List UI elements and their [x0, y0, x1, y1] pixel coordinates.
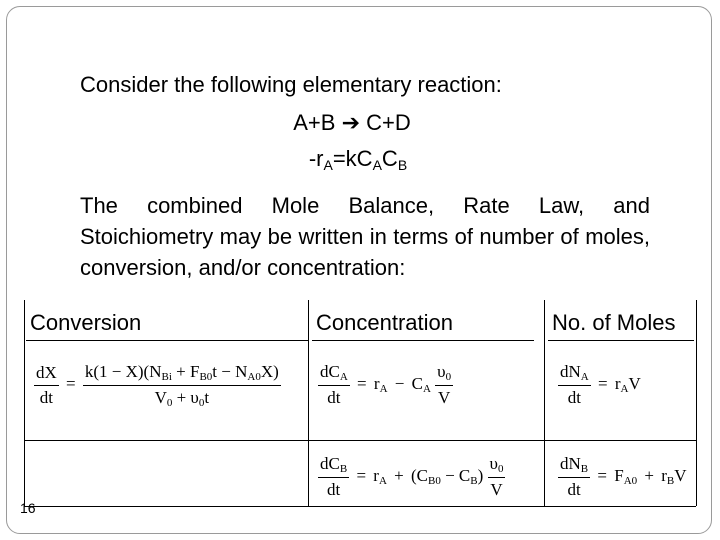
term: dN [560, 362, 581, 381]
term: − C [440, 465, 471, 485]
fraction-v0-over-v [488, 454, 506, 500]
numerator: dX [34, 363, 59, 386]
term: + F [171, 362, 200, 381]
term: t [204, 388, 210, 407]
table-rule [312, 340, 534, 341]
table-rule [24, 440, 696, 441]
equation-concentration-a [318, 362, 453, 408]
denominator: V [437, 388, 451, 407]
denominator: dt [567, 480, 581, 499]
rate-law-subscript: A [372, 157, 382, 173]
numerator [558, 454, 590, 478]
numerator [318, 454, 349, 478]
fraction-dna-dt [558, 362, 591, 408]
equation-moles-b [558, 454, 687, 500]
subscript: A [379, 382, 388, 395]
term: υ [437, 362, 446, 381]
equation-moles-a [558, 362, 641, 408]
subscript: B0 [428, 474, 441, 487]
subscript: B [470, 474, 478, 487]
rate-law-part: =kC [332, 146, 373, 171]
equals-sign: = [597, 373, 608, 393]
table-rule [26, 340, 308, 341]
rate-law-part: -r [308, 146, 324, 171]
term: V [674, 465, 687, 485]
description-paragraph: The combined Mole Balance, Rate Law, and Stoichiometry may be written in terms of number of moles, conversion, and/or concentration: [80, 193, 650, 280]
equals-sign: = [356, 465, 367, 485]
term: C [411, 373, 423, 393]
table-rule [548, 340, 694, 341]
reactants: A+B [293, 110, 336, 135]
term: + υ [172, 388, 199, 407]
table-divider [544, 300, 545, 506]
rate-law [0, 146, 718, 173]
term: t − N [212, 362, 248, 381]
operator: + [644, 465, 654, 485]
products: C+D [366, 110, 411, 135]
subscript: A [422, 382, 431, 395]
fraction-dnb-dt [558, 454, 590, 500]
numerator [318, 362, 350, 386]
term: (C [411, 465, 428, 485]
equals-sign: = [597, 465, 607, 485]
equation-conversion [34, 362, 281, 409]
subscript: Bi [161, 371, 172, 383]
term: F [614, 465, 624, 485]
subscript: A [378, 474, 387, 487]
reaction-equation [0, 110, 712, 136]
term: υ [489, 454, 498, 473]
rate-law-subscript: B [397, 157, 408, 173]
operator: − [394, 373, 405, 393]
fraction-dx-dt [34, 363, 59, 408]
header-concentration: Concentration [316, 310, 453, 335]
term: r [614, 373, 621, 393]
term: dN [560, 454, 581, 473]
subscript: 0 [166, 397, 173, 409]
equation-concentration-b [318, 454, 505, 500]
term: r [661, 465, 667, 485]
header-moles: No. of Moles [552, 310, 676, 335]
subscript: B [666, 474, 675, 487]
equals-sign: = [357, 373, 367, 393]
equals-sign: = [66, 374, 76, 394]
table-divider [308, 300, 309, 506]
table-rule [24, 506, 696, 507]
term: r [373, 373, 380, 393]
operator: + [394, 465, 404, 485]
term: V [628, 373, 641, 393]
term: X) [260, 362, 279, 381]
subscript: 0 [445, 371, 452, 383]
subscript: A [620, 382, 629, 395]
reaction-arrow-icon: ➔ [341, 110, 360, 135]
fraction-dca-dt [318, 362, 350, 408]
numerator [435, 362, 453, 386]
term: dC [320, 454, 340, 473]
fraction-v0-over-v [435, 362, 453, 408]
subscript: 0 [198, 397, 205, 409]
denominator: dt [39, 388, 53, 407]
denominator [155, 386, 210, 409]
rate-law-part: C [381, 146, 398, 171]
subscript: B [580, 463, 589, 475]
subscript: A0 [623, 474, 638, 487]
header-conversion: Conversion [30, 310, 142, 335]
table-divider [24, 300, 25, 506]
denominator: dt [326, 480, 341, 499]
intro-text: Consider the following elementary reaction: [80, 72, 502, 97]
fraction-rate-expression [83, 362, 281, 409]
numerator [488, 454, 506, 478]
subscript: B [339, 463, 348, 475]
subscript: A0 [247, 371, 261, 383]
subscript: A [339, 371, 348, 383]
subscript: 0 [497, 463, 504, 475]
term: k(1 − X)(N [84, 362, 162, 381]
subscript: A [580, 371, 589, 383]
denominator: dt [327, 388, 341, 407]
table-divider [696, 300, 697, 506]
numerator [558, 362, 591, 386]
numerator [83, 362, 281, 386]
term: dC [320, 362, 340, 381]
denominator: dt [567, 388, 581, 407]
term: V [154, 388, 167, 407]
denominator: V [490, 480, 503, 499]
term: r [373, 465, 379, 485]
rate-law-subscript: A [323, 157, 333, 173]
term: ) [477, 465, 484, 485]
slide-number: 16 [20, 500, 36, 516]
fraction-dcb-dt [318, 454, 349, 500]
subscript: B0 [199, 371, 213, 383]
